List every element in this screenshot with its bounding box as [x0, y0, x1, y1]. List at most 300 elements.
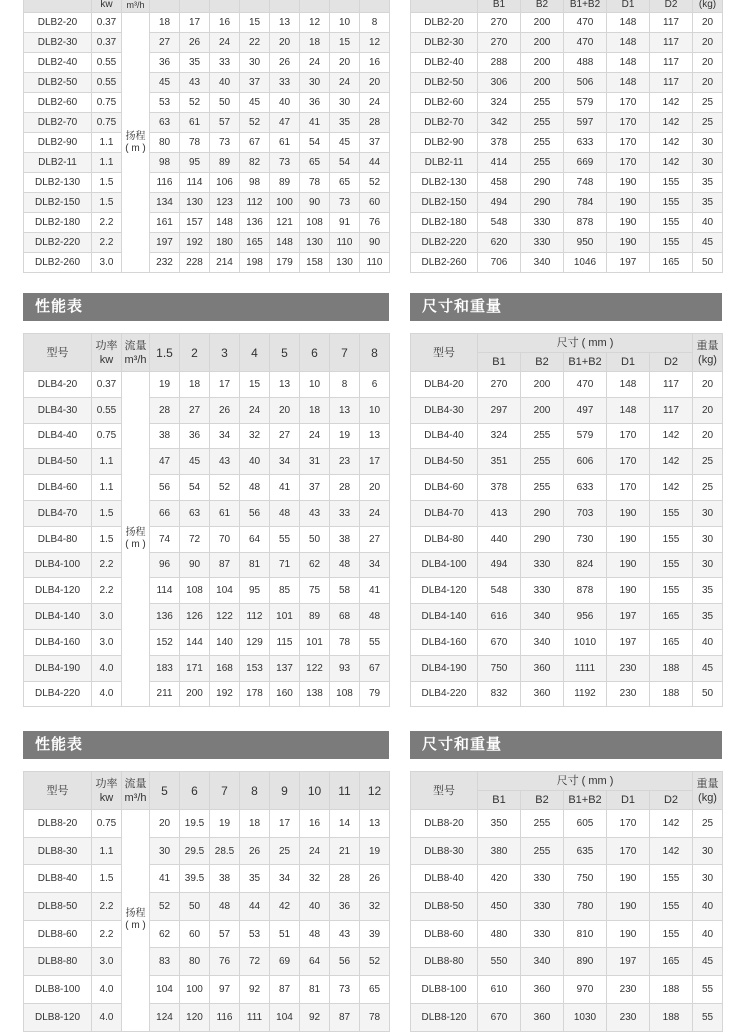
dimension-cell: 255	[521, 133, 564, 153]
model-cell: DLB4-70	[24, 500, 92, 526]
table-row	[24, 233, 390, 253]
d2-header: D2	[650, 353, 693, 372]
dimension-cell: 155	[650, 920, 693, 948]
dimension-table-dlb4	[410, 333, 723, 707]
dimension-cell: 330	[521, 893, 564, 921]
model-cell: DLB2-20	[24, 13, 92, 33]
head-value-cell: 75	[300, 578, 330, 604]
model-cell: DLB8-20	[411, 810, 478, 838]
head-value-cell: 24	[300, 837, 330, 865]
model-cell: DLB4-50	[411, 449, 478, 475]
table-row	[24, 372, 390, 398]
power-cell: 2.2	[92, 233, 122, 253]
power-cell: 1.1	[92, 475, 122, 501]
model-cell: DLB4-40	[24, 423, 92, 449]
flow-value-header: 6	[180, 772, 210, 810]
head-value-cell: 24	[360, 93, 390, 113]
head-value-cell: 26	[270, 53, 300, 73]
head-value-cell: 38	[210, 865, 240, 893]
dimension-cell: 142	[650, 837, 693, 865]
dimension-cell: 170	[607, 133, 650, 153]
model-header	[411, 0, 478, 13]
head-value-cell: 28.5	[210, 837, 240, 865]
dimension-cell: 55	[693, 1003, 723, 1031]
model-cell: DLB8-60	[24, 920, 92, 948]
head-value-cell: 6	[360, 372, 390, 398]
table-row	[411, 893, 723, 921]
dimension-cell: 200	[521, 13, 564, 33]
power-cell: 3.0	[92, 948, 122, 976]
head-value-cell: 33	[210, 53, 240, 73]
dimension-cell: 956	[564, 604, 607, 630]
head-value-cell: 23	[330, 449, 360, 475]
head-value-cell: 157	[180, 213, 210, 233]
head-value-cell: 40	[210, 73, 240, 93]
head-label-cell: 扬程 ( m )	[122, 810, 150, 1032]
dimension-cell: 270	[478, 13, 521, 33]
model-header: 型号	[24, 334, 92, 372]
head-value-cell: 73	[330, 976, 360, 1004]
d1-header: D1	[607, 0, 650, 13]
head-value-cell: 87	[330, 1003, 360, 1031]
head-value-cell: 30	[150, 837, 180, 865]
head-value-cell: 112	[240, 193, 270, 213]
dimension-table-dlb2	[410, 0, 723, 273]
head-value-cell: 40	[240, 449, 270, 475]
head-value-cell: 19	[210, 810, 240, 838]
dimension-cell: 25	[693, 475, 723, 501]
power-cell: 0.55	[92, 53, 122, 73]
dimension-cell: 117	[650, 53, 693, 73]
head-value-cell: 40	[300, 893, 330, 921]
power-header: 功率 kw	[92, 334, 122, 372]
table-row	[24, 397, 390, 423]
dimension-cell: 606	[564, 449, 607, 475]
dimension-cell: 155	[650, 552, 693, 578]
dimensions-weight-title: 尺寸和重量	[410, 731, 722, 759]
model-cell: DLB8-50	[411, 893, 478, 921]
head-value-cell: 122	[210, 604, 240, 630]
head-value-cell: 67	[240, 133, 270, 153]
table-row	[411, 865, 723, 893]
head-value-cell: 32	[300, 865, 330, 893]
head-value-cell: 22	[240, 33, 270, 53]
dimension-cell: 190	[607, 865, 650, 893]
head-value-cell: 63	[150, 113, 180, 133]
dimension-cell: 230	[607, 655, 650, 681]
power-cell: 4.0	[92, 976, 122, 1004]
dimension-cell: 200	[521, 53, 564, 73]
table-row	[411, 213, 723, 233]
model-cell: DLB4-50	[24, 449, 92, 475]
table-row	[411, 13, 723, 33]
dimension-cell: 255	[521, 475, 564, 501]
head-value-cell: 13	[270, 13, 300, 33]
head-value-cell: 21	[330, 837, 360, 865]
head-value-cell: 72	[180, 526, 210, 552]
dimension-cell: 148	[607, 397, 650, 423]
head-value-cell: 83	[150, 948, 180, 976]
dimension-cell: 155	[650, 500, 693, 526]
head-value-cell: 98	[150, 153, 180, 173]
dimension-cell: 155	[650, 578, 693, 604]
head-value-cell: 34	[360, 552, 390, 578]
dimension-cell: 190	[607, 526, 650, 552]
model-cell: DLB8-20	[24, 810, 92, 838]
model-cell: DLB4-100	[411, 552, 478, 578]
table-row	[411, 372, 723, 398]
flow-value-header: 2	[180, 334, 210, 372]
model-cell: DLB2-260	[411, 253, 478, 273]
head-value-cell: 45	[180, 449, 210, 475]
dimension-cell: 360	[521, 681, 564, 707]
table-row	[411, 173, 723, 193]
head-value-cell: 232	[150, 253, 180, 273]
dimension-cell: 117	[650, 73, 693, 93]
table-row	[24, 93, 390, 113]
table-row	[24, 253, 390, 273]
head-value-cell: 10	[300, 372, 330, 398]
dimension-cell: 360	[521, 655, 564, 681]
head-value-cell: 126	[180, 604, 210, 630]
power-cell: 0.75	[92, 113, 122, 133]
head-value-cell: 73	[330, 193, 360, 213]
head-value-cell: 48	[210, 893, 240, 921]
head-value-cell: 95	[240, 578, 270, 604]
dimension-cell: 548	[478, 213, 521, 233]
head-value-cell: 64	[300, 948, 330, 976]
dimension-cell: 351	[478, 449, 521, 475]
head-value-cell: 56	[330, 948, 360, 976]
dimension-cell: 55	[693, 976, 723, 1004]
flow-value-header: 5	[150, 772, 180, 810]
dimension-cell: 170	[607, 93, 650, 113]
head-value-cell: 89	[210, 153, 240, 173]
head-value-cell: 36	[180, 423, 210, 449]
head-value-cell: 97	[210, 976, 240, 1004]
dimension-cell: 117	[650, 397, 693, 423]
head-value-cell: 8	[330, 372, 360, 398]
table-row	[411, 681, 723, 707]
dimension-cell: 30	[693, 526, 723, 552]
dimension-cell: 548	[478, 578, 521, 604]
head-value-cell: 18	[180, 372, 210, 398]
head-value-cell: 89	[270, 173, 300, 193]
table-row	[24, 629, 390, 655]
dimension-cell: 480	[478, 920, 521, 948]
table-row	[24, 920, 390, 948]
head-value-cell: 43	[180, 73, 210, 93]
model-cell: DLB2-30	[24, 33, 92, 53]
head-value-cell: 48	[330, 552, 360, 578]
head-value-cell: 138	[300, 681, 330, 707]
dimension-cell: 30	[693, 552, 723, 578]
dimension-cell: 197	[607, 629, 650, 655]
dimension-cell: 117	[650, 33, 693, 53]
head-value-cell: 30	[240, 53, 270, 73]
table-row	[411, 629, 723, 655]
dimension-cell: 200	[521, 33, 564, 53]
table-row	[411, 655, 723, 681]
head-value-cell: 42	[270, 893, 300, 921]
dimension-cell: 878	[564, 213, 607, 233]
dimension-cell: 703	[564, 500, 607, 526]
head-value-cell: 27	[360, 526, 390, 552]
power-cell: 1.5	[92, 173, 122, 193]
dimension-cell: 148	[607, 13, 650, 33]
dimension-cell: 200	[521, 372, 564, 398]
head-value-cell: 136	[240, 213, 270, 233]
dimension-cell: 450	[478, 893, 521, 921]
head-value-cell: 16	[210, 13, 240, 33]
head-value-cell: 48	[240, 475, 270, 501]
head-value-cell: 64	[240, 526, 270, 552]
head-value-cell: 134	[150, 193, 180, 213]
head-value-cell: 10	[360, 397, 390, 423]
power-cell: 2.2	[92, 920, 122, 948]
head-value-cell: 39	[360, 920, 390, 948]
head-value-cell: 70	[210, 526, 240, 552]
head-value-cell: 38	[330, 526, 360, 552]
dimension-cell: 360	[521, 1003, 564, 1031]
head-value-cell: 41	[270, 475, 300, 501]
size-header: 尺寸 ( mm )	[478, 334, 693, 353]
dimension-cell: 20	[693, 397, 723, 423]
head-value-cell: 62	[150, 920, 180, 948]
dimension-cell: 810	[564, 920, 607, 948]
head-value-cell: 148	[270, 233, 300, 253]
head-value-cell: 136	[150, 604, 180, 630]
dimension-cell: 155	[650, 213, 693, 233]
head-value-cell: 30	[300, 73, 330, 93]
dimension-cell: 506	[564, 73, 607, 93]
head-value-cell: 121	[270, 213, 300, 233]
weight-header: 重量 (kg)	[693, 334, 723, 372]
head-value-cell: 67	[360, 655, 390, 681]
head-value-cell: 19	[330, 423, 360, 449]
model-cell: DLB4-120	[24, 578, 92, 604]
model-cell: DLB2-11	[411, 153, 478, 173]
dimension-cell: 633	[564, 133, 607, 153]
head-value-cell: 15	[240, 372, 270, 398]
model-cell: DLB4-20	[411, 372, 478, 398]
dimension-cell: 494	[478, 193, 521, 213]
power-cell: 3.0	[92, 629, 122, 655]
head-value-cell: 52	[240, 113, 270, 133]
head-value-cell: 60	[360, 193, 390, 213]
head-value-cell: 45	[240, 93, 270, 113]
power-cell: 2.2	[92, 893, 122, 921]
dimension-cell: 330	[521, 865, 564, 893]
dimension-cell: 635	[564, 837, 607, 865]
dimension-cell: 330	[521, 578, 564, 604]
table-row	[24, 552, 390, 578]
flow-value-header: 5	[270, 334, 300, 372]
head-value-cell: 65	[330, 173, 360, 193]
head-value-cell: 55	[360, 629, 390, 655]
model-cell: DLB4-70	[411, 500, 478, 526]
head-value-cell: 61	[270, 133, 300, 153]
head-value-cell: 124	[150, 1003, 180, 1031]
dimension-cell: 255	[521, 423, 564, 449]
head-value-cell: 100	[180, 976, 210, 1004]
head-value-cell: 44	[360, 153, 390, 173]
head-value-cell: 41	[360, 578, 390, 604]
head-value-cell: 158	[300, 253, 330, 273]
dimension-cell: 330	[521, 233, 564, 253]
dimension-cell: 40	[693, 213, 723, 233]
dimension-cell: 165	[650, 253, 693, 273]
dimension-cell: 748	[564, 173, 607, 193]
performance-table-title: 性能表	[23, 293, 389, 321]
table-row	[411, 500, 723, 526]
power-cell: 0.37	[92, 372, 122, 398]
head-value-cell: 228	[180, 253, 210, 273]
weight-header: (kg)	[693, 0, 723, 13]
dimensions-weight-title: 尺寸和重量	[410, 293, 722, 321]
model-cell: DLB4-40	[411, 423, 478, 449]
dimension-cell: 1111	[564, 655, 607, 681]
dimension-cell: 470	[564, 13, 607, 33]
dimension-cell: 579	[564, 423, 607, 449]
model-cell: DLB8-120	[24, 1003, 92, 1031]
dimension-cell: 40	[693, 629, 723, 655]
dimension-cell: 297	[478, 397, 521, 423]
head-value-cell: 129	[240, 629, 270, 655]
table-row	[24, 655, 390, 681]
head-value-cell: 24	[300, 53, 330, 73]
table-row	[24, 1003, 390, 1031]
head-value-cell: 114	[150, 578, 180, 604]
head-value-cell: 48	[270, 500, 300, 526]
model-cell: DLB8-120	[411, 1003, 478, 1031]
dimension-cell: 255	[521, 93, 564, 113]
head-value-cell: 15	[240, 13, 270, 33]
dimension-cell: 230	[607, 976, 650, 1004]
head-value-cell: 18	[150, 13, 180, 33]
dimension-cell: 190	[607, 500, 650, 526]
head-value-cell: 171	[180, 655, 210, 681]
table-row	[24, 133, 390, 153]
table-row	[411, 397, 723, 423]
power-header: kw	[92, 0, 122, 13]
dimension-cell: 197	[607, 253, 650, 273]
head-value-cell: 214	[210, 253, 240, 273]
head-value-cell: 43	[210, 449, 240, 475]
dimension-cell: 970	[564, 976, 607, 1004]
b2-header: B2	[521, 353, 564, 372]
model-cell: DLB2-30	[411, 33, 478, 53]
head-value-cell: 92	[240, 976, 270, 1004]
head-value-cell: 112	[240, 604, 270, 630]
head-value-cell: 104	[210, 578, 240, 604]
model-cell: DLB8-40	[411, 865, 478, 893]
dimension-cell: 610	[478, 976, 521, 1004]
dimension-cell: 270	[478, 33, 521, 53]
head-value-cell: 14	[330, 810, 360, 838]
head-value-cell: 62	[300, 552, 330, 578]
head-value-cell: 44	[240, 893, 270, 921]
head-value-cell: 161	[150, 213, 180, 233]
model-cell: DLB4-60	[24, 475, 92, 501]
head-value-cell: 25	[270, 837, 300, 865]
table-row	[411, 153, 723, 173]
power-cell: 4.0	[92, 1003, 122, 1031]
head-value-cell: 78	[360, 1003, 390, 1031]
table-row	[24, 193, 390, 213]
head-value-cell: 26	[180, 33, 210, 53]
table-row	[411, 423, 723, 449]
model-cell: DLB8-30	[411, 837, 478, 865]
dimension-cell: 142	[650, 423, 693, 449]
b1-header: B1	[478, 353, 521, 372]
table-row	[411, 837, 723, 865]
model-cell: DLB4-30	[24, 397, 92, 423]
power-cell: 4.0	[92, 655, 122, 681]
table-row	[24, 893, 390, 921]
header-row	[411, 772, 723, 791]
dimension-cell: 1030	[564, 1003, 607, 1031]
head-value-cell: 61	[210, 500, 240, 526]
table-row	[24, 578, 390, 604]
dimension-cell: 255	[521, 113, 564, 133]
model-cell: DLB4-80	[411, 526, 478, 552]
dimension-cell: 148	[607, 372, 650, 398]
power-cell: 1.5	[92, 865, 122, 893]
head-value-cell: 56	[240, 500, 270, 526]
table-row	[411, 53, 723, 73]
model-cell: DLB8-80	[411, 948, 478, 976]
head-value-cell: 87	[270, 976, 300, 1004]
size-header: 尺寸 ( mm )	[478, 772, 693, 791]
dimension-cell: 270	[478, 372, 521, 398]
power-cell: 1.1	[92, 837, 122, 865]
dimension-cell: 20	[693, 372, 723, 398]
head-value-cell: 144	[180, 629, 210, 655]
head-value-cell: 40	[270, 93, 300, 113]
head-value-cell: 27	[180, 397, 210, 423]
power-cell: 0.75	[92, 93, 122, 113]
model-cell: DLB2-220	[24, 233, 92, 253]
head-value-cell: 45	[150, 73, 180, 93]
head-value-cell: 54	[300, 133, 330, 153]
dimension-cell: 170	[607, 153, 650, 173]
dimension-cell: 190	[607, 193, 650, 213]
head-value-cell: 63	[180, 500, 210, 526]
head-value-cell: 37	[300, 475, 330, 501]
table-row	[411, 604, 723, 630]
header-row	[24, 334, 390, 372]
head-value-cell: 54	[180, 475, 210, 501]
b1-header: B1	[478, 791, 521, 810]
dimension-cell: 288	[478, 53, 521, 73]
table-row	[24, 73, 390, 93]
head-value-cell: 73	[270, 153, 300, 173]
head-value-cell: 108	[330, 681, 360, 707]
head-value-cell: 54	[330, 153, 360, 173]
head-value-cell: 76	[210, 948, 240, 976]
head-value-cell: 79	[360, 681, 390, 707]
dimension-cell: 50	[693, 681, 723, 707]
dimension-cell: 170	[607, 837, 650, 865]
head-value-cell: 26	[360, 865, 390, 893]
head-value-cell: 179	[270, 253, 300, 273]
head-value-cell: 110	[360, 253, 390, 273]
table-row	[411, 1003, 723, 1031]
dimension-cell: 497	[564, 397, 607, 423]
table-row	[24, 475, 390, 501]
model-header	[24, 0, 92, 13]
